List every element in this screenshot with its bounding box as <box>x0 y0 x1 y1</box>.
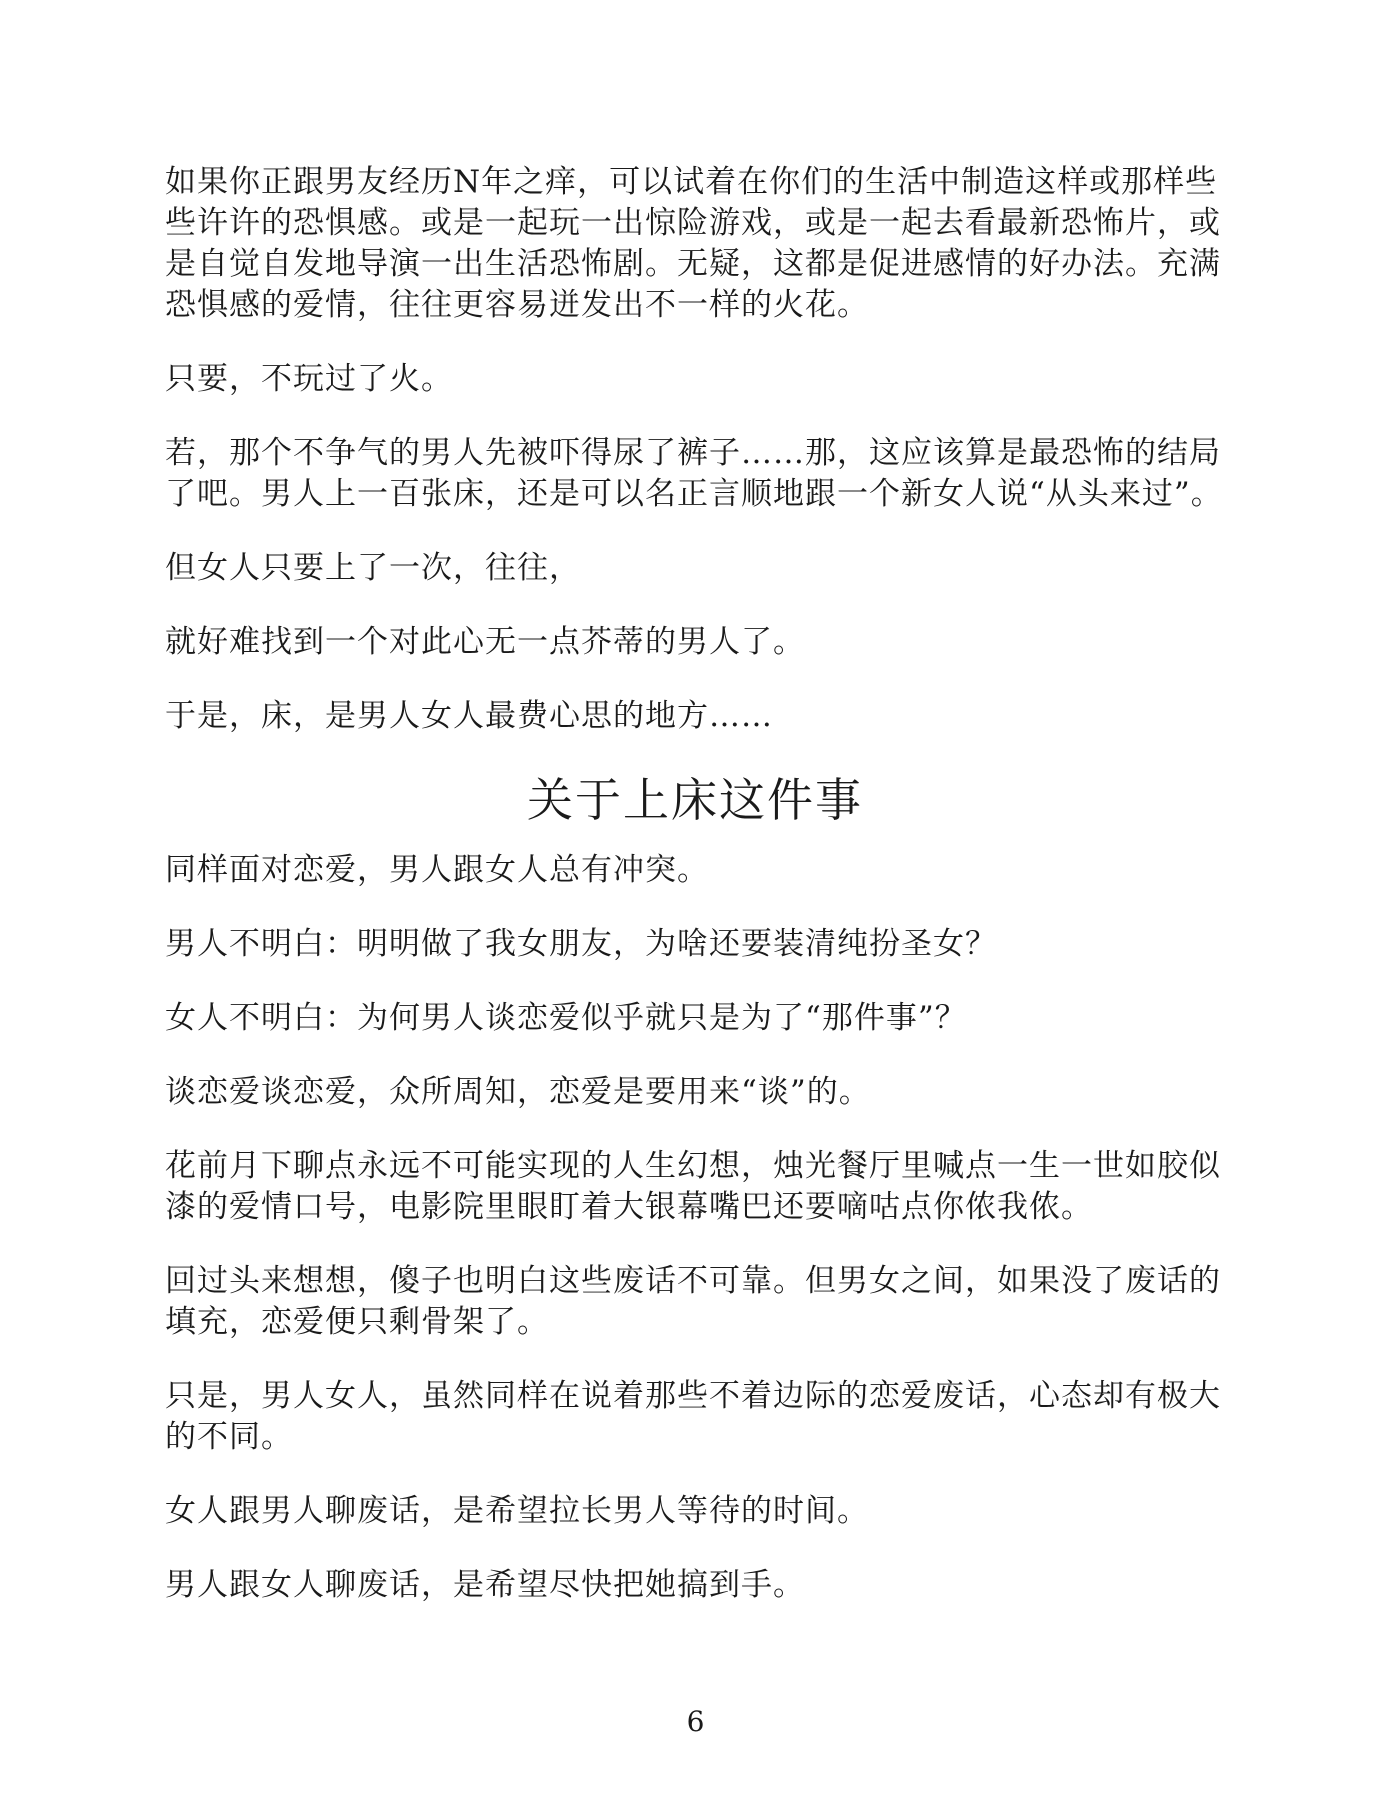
section-heading: 关于上床这件事 <box>527 773 863 827</box>
paragraph: 于是，床，是男人女人最费心思的地方…… <box>165 698 773 734</box>
paragraph: 女人不明白：为何男人谈恋爱似乎就只是为了“那件事”？ <box>165 1000 967 1036</box>
paragraph: 女人跟男人聊废话，是希望拉长男人等待的时间。 <box>165 1493 869 1529</box>
paragraph: 只要，不玩过了火。 <box>165 361 453 397</box>
paragraph: 男人不明白：明明做了我女朋友，为啥还要装清纯扮圣女？ <box>165 926 997 962</box>
body-text <box>165 162 1225 1639</box>
paragraph: 男人跟女人聊废话，是希望尽快把她搞到手。 <box>165 1567 805 1603</box>
paragraph: 但女人只要上了一次，往往， <box>165 550 581 586</box>
paragraph: 若，那个不争气的男人先被吓得尿了裤子……那，这应该算是最恐怖的结局了吧。男人上一百张床，还是可以名正言顺地跟一个新女人说“从头来过”。 <box>165 435 1223 512</box>
page-number: 6 <box>686 1705 705 1738</box>
paragraph: 只是，男人女人，虽然同样在说着那些不着边际的恋爱废话，心态却有极大的不同。 <box>165 1378 1221 1455</box>
paragraph: 就好难找到一个对此心无一点芥蒂的男人了。 <box>165 624 805 660</box>
paragraph: 同样面对恋爱，男人跟女人总有冲突。 <box>165 852 709 888</box>
paragraph: 花前月下聊点永远不可能实现的人生幻想，烛光餐厅里喊点一生一世如胶似漆的爱情口号，电影院里眼盯着大银幕嘴巴还要嘀咕点你侬我侬。 <box>165 1148 1221 1225</box>
paragraph: 如果你正跟男友经历N年之痒，可以试着在你们的生活中制造这样或那样些些许许的恐惧感。或是一起玩一出惊险游戏，或是一起去看最新恐怖片，或是自觉自发地导演一出生活恐怖剧。无疑，这都是促进感情的好办法。充满恐惧感的爱情，往往更容易迸发出不一样的火花。 <box>165 164 1221 323</box>
paragraph: 谈恋爱谈恋爱，众所周知，恋爱是要用来“谈”的。 <box>165 1074 871 1110</box>
paragraph: 回过头来想想，傻子也明白这些废话不可靠。但男女之间，如果没了废话的填充，恋爱便只剩骨架了。 <box>165 1263 1221 1340</box>
